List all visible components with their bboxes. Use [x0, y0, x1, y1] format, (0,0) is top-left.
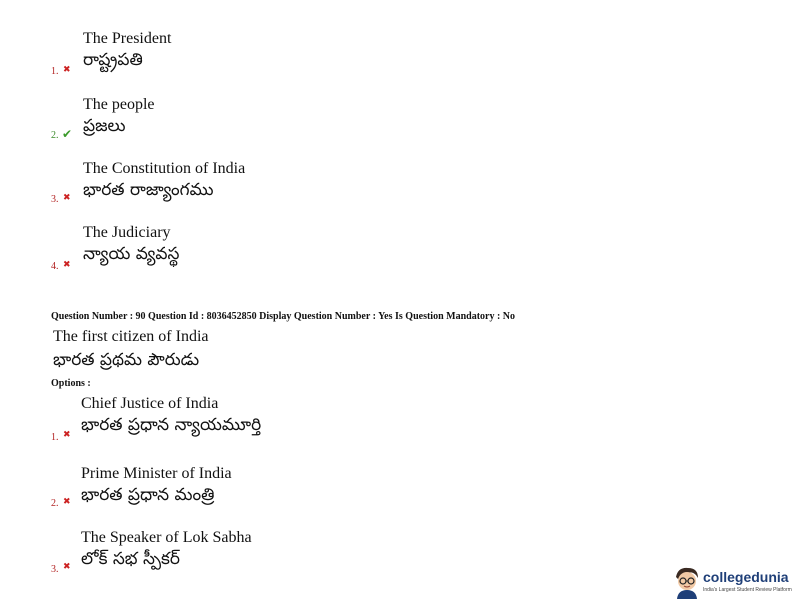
- option-english: Chief Justice of India: [81, 395, 219, 412]
- option-telugu: భారత ప్రధాన న్యాయమూర్తి: [81, 415, 262, 435]
- brand-tagline: India's Largest Student Review Platform: [703, 587, 792, 593]
- option-telugu: భారత రాజ్యాంగము: [83, 180, 214, 200]
- option-english: Prime Minister of India: [81, 465, 232, 482]
- question-telugu: భారత ప్రథమ పౌరుడు: [53, 350, 200, 370]
- option-telugu: భారత ప్రధాన మంత్రి: [81, 485, 215, 505]
- option-telugu: ప్రజలు: [83, 116, 126, 136]
- student-avatar-icon: [672, 565, 702, 599]
- check-icon: ✔: [62, 127, 73, 141]
- question-english: The first citizen of India: [53, 328, 209, 345]
- option-number: 3.: [51, 564, 59, 575]
- cross-icon: ✖: [63, 497, 71, 507]
- option-english: The President: [83, 30, 172, 47]
- cross-icon: ✖: [63, 65, 71, 75]
- option-number: 3.: [51, 194, 59, 205]
- option-number: 2.: [51, 498, 59, 509]
- option-english: The Judiciary: [83, 224, 171, 241]
- option-number: 1.: [51, 432, 59, 443]
- cross-icon: ✖: [63, 562, 71, 572]
- cross-icon: ✖: [63, 430, 71, 440]
- option-english: The Constitution of India: [83, 160, 246, 177]
- option-number: 1.: [51, 66, 59, 77]
- option-telugu: లోక్ సభ స్పీకర్: [81, 549, 180, 569]
- option-number: 2.: [51, 130, 59, 141]
- options-label: Options :: [51, 378, 91, 389]
- option-number: 4.: [51, 261, 59, 272]
- option-english: The Speaker of Lok Sabha: [81, 529, 252, 546]
- cross-icon: ✖: [63, 260, 71, 270]
- brand-name: collegedunia: [703, 569, 789, 585]
- option-telugu: రాష్ట్రపతి: [83, 50, 143, 70]
- cross-icon: ✖: [63, 193, 71, 203]
- option-english: The people: [83, 96, 155, 113]
- question-meta: Question Number : 90 Question Id : 8036452850 Display Question Number : Yes Is Question Mandatory : No: [51, 311, 516, 322]
- collegedunia-logo: [672, 565, 792, 601]
- option-telugu: న్యాయ వ్యవస్థ: [83, 244, 180, 264]
